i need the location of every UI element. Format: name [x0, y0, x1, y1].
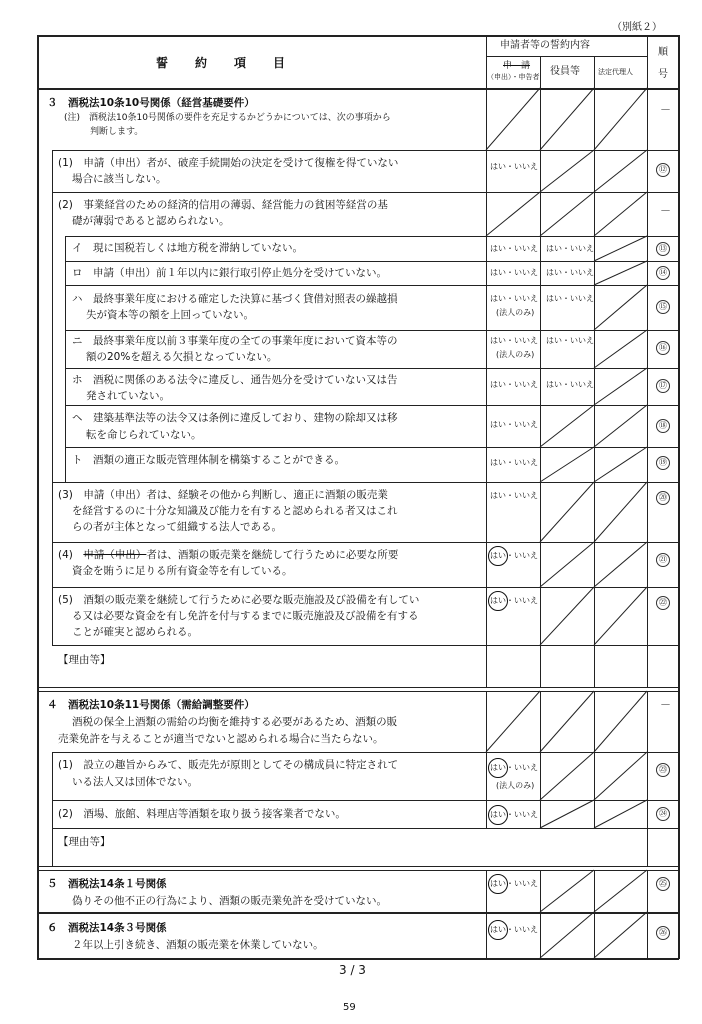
s3-sub-ni-corp-only: (法人のみ) [496, 350, 535, 359]
s3-note-line1: (注) 酒税法10条10号関係の要件を充足するかどうかについては、次の事項から [64, 113, 391, 123]
s4-item1-corp-only: (法人のみ) [496, 781, 535, 790]
s3-sub-ni-order: ⑯ [656, 341, 670, 355]
s3-order-dash: － [660, 103, 671, 116]
s3-sub-ni-applicant-answer[interactable]: はい・いいえ [490, 336, 538, 345]
s3-item2-order-dash: － [660, 204, 671, 217]
s4-desc-line1: 酒税の保全上酒類の需給の均衡を維持する必要があるため、酒類の販 [72, 716, 398, 728]
s3-reason-label: 【理由等】 [58, 654, 111, 666]
s3-sub-to-applicant-answer[interactable]: はい・いいえ [490, 458, 538, 467]
s3-note-line2: 判断します。 [90, 127, 144, 137]
s3-item5-line3: ことが確実と認められる。 [72, 626, 198, 638]
s3-sub-ni-line1: ニ 最終事業年度以前３事業年度の全ての事業年度において資本等の [72, 335, 398, 347]
s3-sub-ho-applicant-answer[interactable]: はい・いいえ [490, 380, 538, 389]
s3-sub-ho-line1: ホ 酒税に関係のある法令に違反し、通告処分を受けていない又は告 [72, 374, 398, 386]
s3-item5-line2: る又は必要な資金を有し免許を付与するまでに販売施設及び設備を有する [72, 610, 419, 622]
s3-sub-he-line2: 転を命じられていない。 [86, 429, 202, 441]
s3-title: ３ 酒税法10条10号関係（経営基礎要件） [47, 97, 255, 109]
s3-sub-i: イ 現に国税若しくは地方税を滞納していない。 [72, 242, 303, 254]
s6-applicant-answer[interactable]: はい・いいえ [490, 925, 538, 934]
s3-sub-ni-line2: 額の20%を超える欠損となっていない。 [86, 351, 278, 363]
col-applicant-sub: （申出）・申告者 [487, 73, 540, 81]
s3-sub-ho-order: ⑰ [656, 379, 670, 393]
s4-item1-order: ㉓ [656, 763, 670, 777]
s3-sub-ho-line2: 発されていない。 [86, 390, 170, 402]
s3-item3-order: ⑳ [656, 491, 670, 505]
s3-sub-ha-line1: ハ 最終事業年度における確定した決算に基づく貸借対照表の繰越損 [72, 293, 398, 305]
s3-item2-line1: (2) 事業経営のための経済的信用の薄弱、経営能力の貧困等経営の基 [58, 199, 388, 211]
s4-desc-line2: 売業免許を与えることが適当でないと認められる場合に当たらない。 [58, 733, 384, 745]
s3-item3-line1: (3) 申請（申出）者は、経験その他から判断し、適正に酒類の販売業 [58, 489, 388, 501]
s3-item5-applicant-answer[interactable]: はい・いいえ [490, 596, 538, 605]
s3-item4-order: ㉑ [656, 553, 670, 567]
s3-sub-he-order: ⑱ [656, 419, 670, 433]
pledge-group-header: 申請者等の誓約内容 [500, 40, 590, 51]
s4-item1-line1: (1) 設立の趣旨からみて、販売先が原則としてその構成員に特定されて [58, 759, 399, 771]
s3-sub-ro-order: ⑭ [656, 266, 670, 280]
s4-item1-line2: いる法人又は団体でない。 [72, 776, 198, 788]
s6-desc: ２年以上引き続き、酒類の販売業を休業していない。 [72, 939, 324, 951]
s3-sub-i-officers-answer[interactable]: はい・いいえ [546, 244, 594, 253]
s3-item4-line2: 資金を賄うに足りる所有資金等を有している。 [72, 565, 293, 577]
s5-order: ㉕ [656, 877, 670, 891]
s4-item1-applicant-answer[interactable]: はい・いいえ [490, 763, 538, 772]
col-officers: 役員等 [550, 66, 580, 77]
s4-item2-order: ㉔ [656, 807, 670, 821]
col-order: 順号 [658, 47, 668, 80]
s3-item1-line2: 場合に該当しない。 [72, 173, 167, 185]
s4-item2-applicant-answer[interactable]: はい・いいえ [490, 810, 538, 819]
s3-sub-ho-officers-answer[interactable]: はい・いいえ [546, 380, 594, 389]
items-title: 誓 約 項 目 [156, 56, 287, 70]
s3-item1-order: ⑫ [656, 163, 670, 177]
s3-item1-line1: (1) 申請（申出）者が、破産手続開始の決定を受けて復権を得ていない [58, 157, 399, 169]
s3-item4-line1: (4) 申請（申出）者は、酒類の販売業を継続して行うために必要な所要 [58, 549, 399, 561]
s3-sub-ro: ロ 申請（申出）前１年以内に銀行取引停止処分を受けていない。 [72, 267, 387, 279]
s3-item3-applicant-answer[interactable]: はい・いいえ [490, 491, 538, 500]
s3-item5-order: ㉒ [656, 596, 670, 610]
s4-order-dash: － [660, 698, 671, 711]
s3-sub-i-order: ⑬ [656, 242, 670, 256]
s3-item3-line3: らの者が主体となって組織する法人である。 [72, 521, 282, 533]
s3-sub-ha-officers-answer[interactable]: はい・いいえ [546, 294, 594, 303]
s5-title: ５ 酒税法14条１号関係 [47, 878, 167, 890]
s3-sub-ro-officers-answer[interactable]: はい・いいえ [546, 268, 594, 277]
s6-order: ㉖ [656, 926, 670, 940]
s4-reason-label: 【理由等】 [58, 836, 111, 848]
s3-item4-applicant-answer[interactable]: はい・いいえ [490, 551, 538, 560]
s4-title: ４ 酒税法10条11号関係（需給調整要件） [47, 699, 255, 711]
s3-sub-ha-corp-only: (法人のみ) [496, 308, 535, 317]
col-agent: 法定代理人 [598, 68, 633, 76]
page-indicator: 3 / 3 [339, 963, 366, 977]
s3-sub-he-applicant-answer[interactable]: はい・いいえ [490, 420, 538, 429]
s5-applicant-answer[interactable]: はい・いいえ [490, 879, 538, 888]
s3-sub-ha-line2: 失が資本等の額を上回っていない。 [86, 309, 254, 321]
s3-sub-i-applicant-answer[interactable]: はい・いいえ [490, 244, 538, 253]
col-applicant: 申 請 [503, 61, 531, 71]
s3-sub-ro-applicant-answer[interactable]: はい・いいえ [490, 268, 538, 277]
s3-sub-ni-officers-answer[interactable]: はい・いいえ [546, 336, 594, 345]
s3-item2-line2: 礎が薄弱であると認められない。 [72, 215, 230, 227]
s6-title: ６ 酒税法14条３号関係 [47, 922, 167, 934]
s3-sub-to-order: ⑲ [656, 456, 670, 470]
s4-item2: (2) 酒場、旅館、料理店等酒類を取り扱う接客業者でない。 [58, 808, 346, 820]
annex-label: （別紙２） [612, 22, 662, 33]
s3-sub-to: ト 酒類の適正な販売管理体制を構築することができる。 [72, 454, 345, 466]
s3-item5-line1: (5) 酒類の販売業を継続して行うために必要な販売施設及び設備を有してい [58, 594, 420, 606]
s3-sub-ha-order: ⑮ [656, 300, 670, 314]
s5-desc: 偽りその他不正の行為により、酒類の販売業免許を受けていない。 [72, 895, 387, 907]
s3-sub-he-line1: ヘ 建築基準法等の法令又は条例に違反しており、建物の除却又は移 [72, 412, 398, 424]
s3-item3-line2: を経営するのに十分な知識及び能力を有すると認められる者又はこれ [72, 505, 398, 517]
s3-item1-applicant-answer[interactable]: はい・いいえ [490, 162, 538, 171]
page-number: 59 [343, 1002, 356, 1013]
s3-sub-ha-applicant-answer[interactable]: はい・いいえ [490, 294, 538, 303]
